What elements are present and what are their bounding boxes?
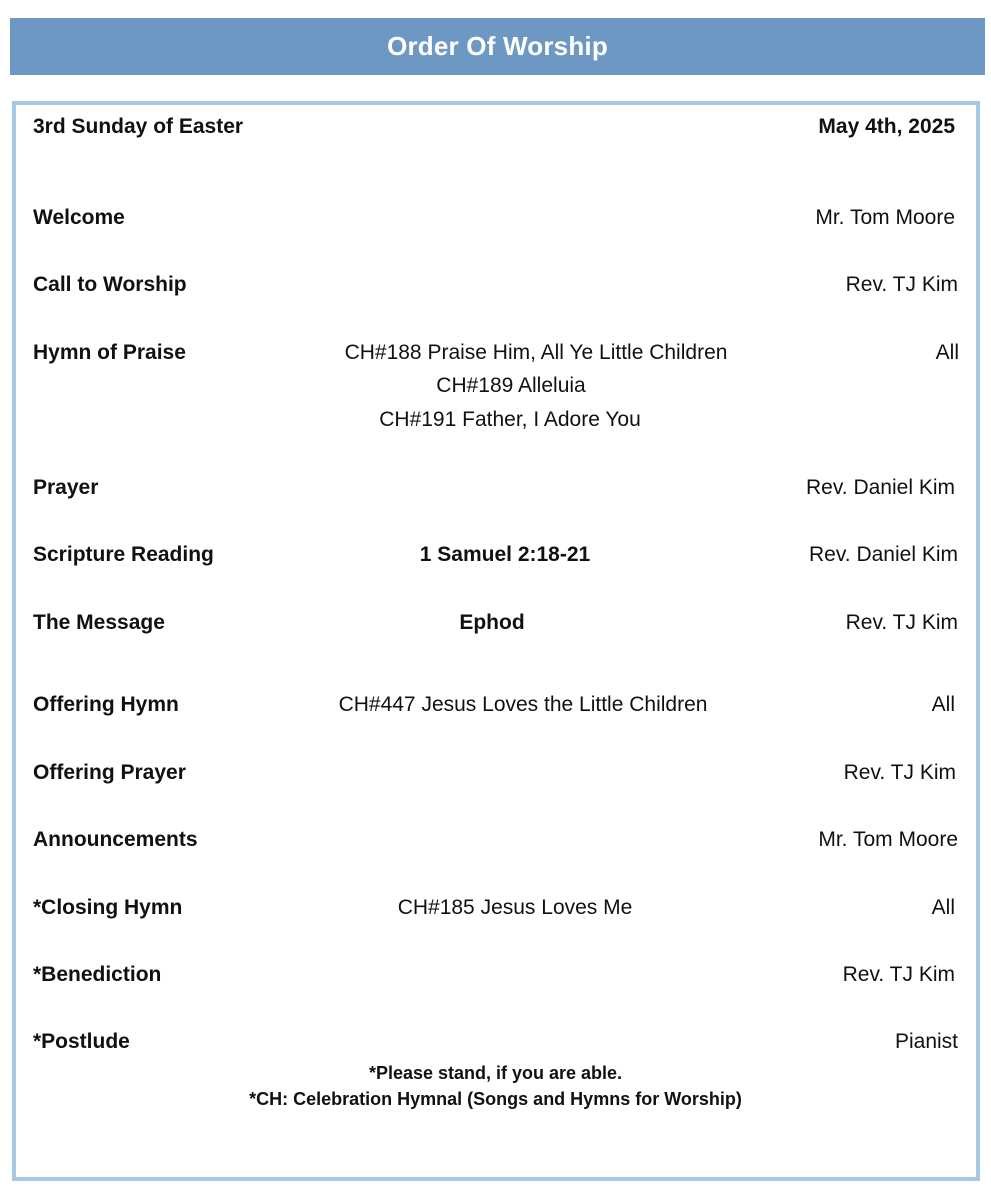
footnote-stand: *Please stand, if you are able. [368,1063,623,1083]
item-label-offering-prayer: Offering Prayer [33,761,186,784]
item-leader-call-to-worship: Rev. TJ Kim [845,273,958,296]
item-label-offering-hymn: Offering Hymn [33,693,179,716]
item-detail-offering-hymn: CH#447 Jesus Loves the Little Children [338,693,708,716]
item-detail-scripture-reading: 1 Samuel 2:18-21 [419,543,591,566]
item-leader-benediction: Rev. TJ Kim [842,963,955,986]
item-leader-postlude: Pianist [894,1030,958,1053]
page-title-banner [10,18,985,75]
item-leader-offering-prayer: Rev. TJ Kim [843,761,956,784]
item-label-announcements: Announcements [33,828,198,851]
program-frame [12,101,980,1181]
item-leader-prayer: Rev. Daniel Kim [806,476,955,499]
item-leader-offering-hymn: All [931,693,955,716]
item-leader-welcome: Mr. Tom Moore [815,206,955,229]
item-label-benediction: *Benediction [33,963,162,986]
item-label-scripture-reading: Scripture Reading [33,543,214,566]
footnote-hymnal: *CH: Celebration Hymnal (Songs and Hymns for Worship) [249,1089,742,1109]
item-detail-closing-hymn: CH#185 Jesus Loves Me [397,896,633,919]
item-label-hymn-of-praise: Hymn of Praise [33,341,186,364]
item-detail-hymn-of-praise-1: CH#188 Praise Him, All Ye Little Children [344,341,728,364]
item-leader-announcements: Mr. Tom Moore [818,828,958,851]
item-detail-the-message: Ephod [459,611,525,634]
service-occasion: 3rd Sunday of Easter [33,115,244,138]
item-detail-hymn-of-praise-2: CH#189 Alleluia [436,374,586,397]
service-date: May 4th, 2025 [818,115,955,138]
item-leader-hymn-of-praise: All [935,341,959,364]
item-leader-the-message: Rev. TJ Kim [845,611,958,634]
item-detail-hymn-of-praise-3: CH#191 Father, I Adore You [379,408,641,431]
item-label-the-message: The Message [33,611,165,634]
page-title: Order Of Worship [387,31,608,61]
item-label-prayer: Prayer [33,476,99,499]
item-leader-scripture-reading: Rev. Daniel Kim [809,543,958,566]
item-label-closing-hymn: *Closing Hymn [33,896,183,919]
item-label-postlude: *Postlude [33,1030,130,1053]
item-label-call-to-worship: Call to Worship [33,273,187,296]
item-label-welcome: Welcome [33,206,125,229]
item-leader-closing-hymn: All [931,896,955,919]
